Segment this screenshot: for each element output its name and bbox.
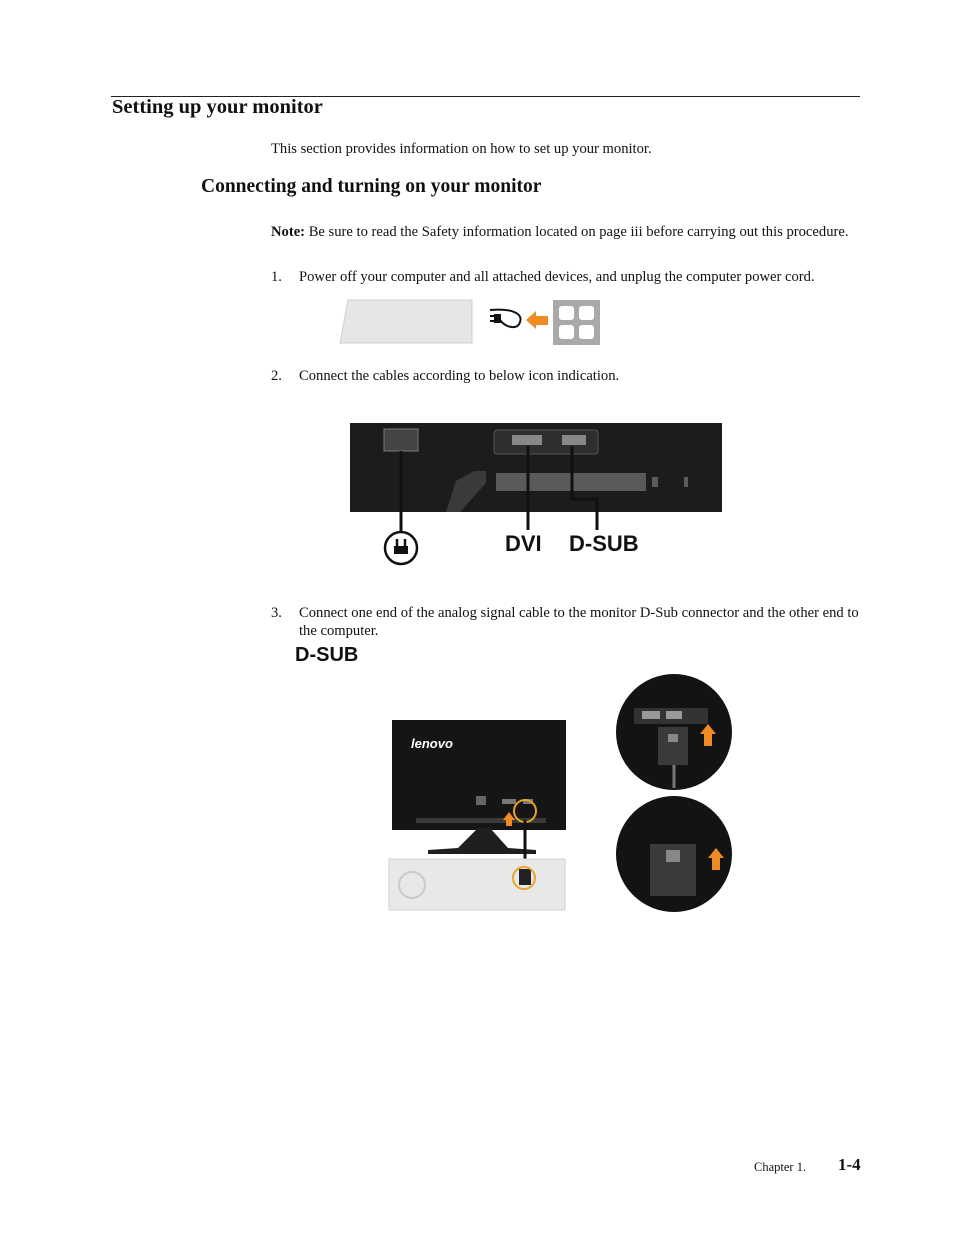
zoom-detail-top xyxy=(616,674,732,790)
step-number: 1. xyxy=(271,269,282,285)
computer-case xyxy=(389,859,565,910)
dsub-caption: D-SUB xyxy=(295,644,359,666)
power-socket xyxy=(384,429,418,451)
computer-shape xyxy=(340,300,472,343)
note-paragraph xyxy=(271,222,851,242)
monitor-stand xyxy=(428,828,536,854)
wall-outlet-icon xyxy=(553,300,600,345)
unplug-power-figure xyxy=(338,298,602,346)
step-text: Power off your computer and all attached devices, and unplug the computer power cord. xyxy=(299,269,815,285)
footer-chapter: Chapter 1. xyxy=(754,1160,807,1174)
dsub-port xyxy=(562,435,586,445)
power-plug-icon xyxy=(385,532,417,564)
step-text: Connect one end of the analog signal cable to the monitor D-Sub connector and the other end to the computer. xyxy=(299,605,859,639)
step-text: Connect the cables according to below icon indication. xyxy=(299,368,620,384)
dvi-port xyxy=(512,435,542,445)
note-text: Be sure to read the Safety information located on page iii before carrying out this procedure. xyxy=(305,224,849,240)
step-number: 3. xyxy=(271,605,282,621)
computer-dsub-plug xyxy=(519,869,531,885)
section-title: Setting up your monitor xyxy=(112,96,323,118)
power-plug-icon xyxy=(490,310,521,327)
orange-arrow-icon xyxy=(526,311,548,329)
dsub-connection-figure xyxy=(386,670,738,915)
monitor-power-port xyxy=(476,796,486,805)
dsub-label: D-SUB xyxy=(569,531,639,556)
footer-page-number: 1-4 xyxy=(838,1155,861,1174)
intro-text: This section provides information on how to set up your monitor. xyxy=(271,141,652,157)
step-number: 2. xyxy=(271,368,282,384)
zoom-detail-bottom xyxy=(616,796,732,912)
subsection-title: Connecting and turning on your monitor xyxy=(201,176,542,197)
monitor-dvi-port xyxy=(502,799,516,804)
note-label: Note: xyxy=(271,224,306,240)
dvi-label: DVI xyxy=(505,531,542,556)
lenovo-logo: lenovo xyxy=(411,736,453,751)
